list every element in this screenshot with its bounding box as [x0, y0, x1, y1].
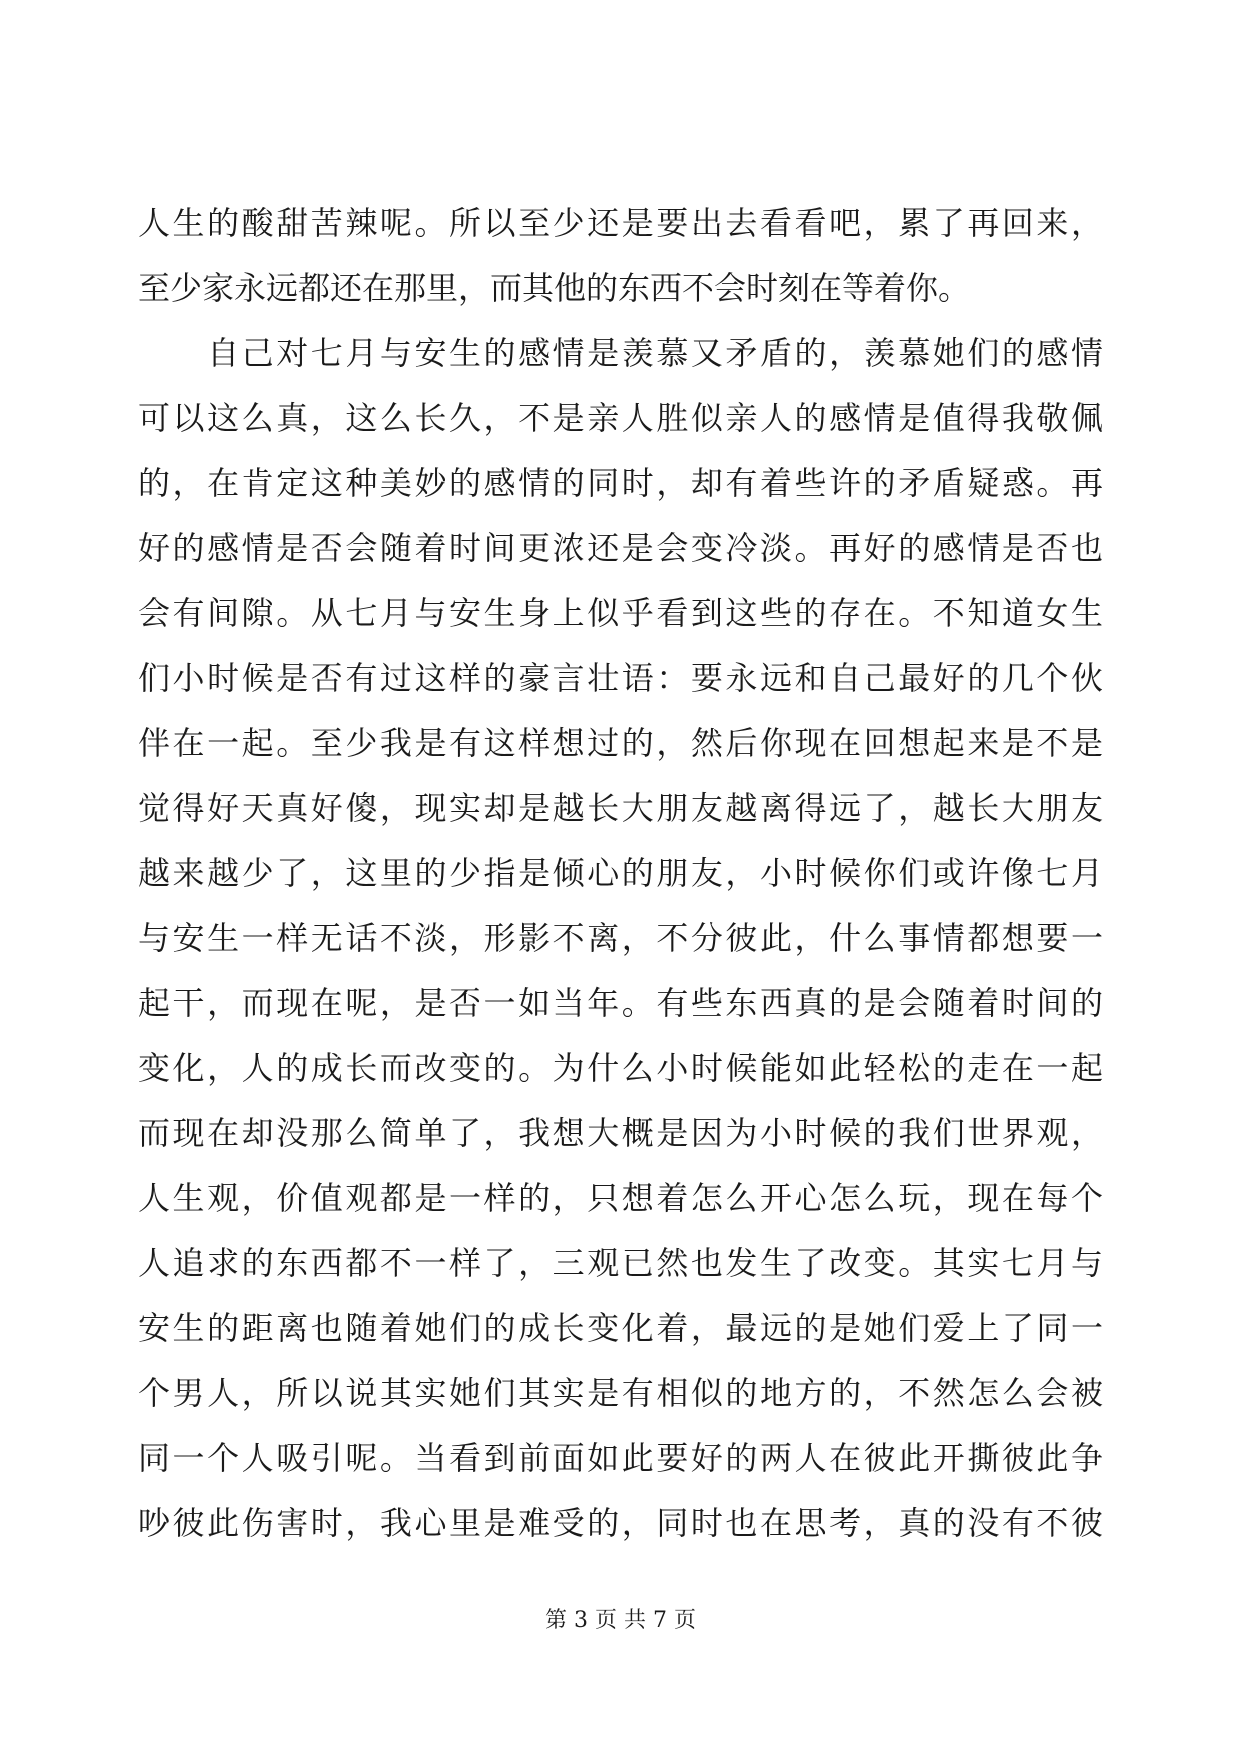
text-line: 至少家永远都还在那里，而其他的东西不会时刻在等着你。 — [138, 269, 971, 307]
text-line: 吵彼此伤害时，我心里是难受的，同时也在思考，真的没有不彼 — [138, 1504, 1103, 1542]
text-line: 人生观，价值观都是一样的，只想着怎么开心怎么玩，现在每个 — [138, 1179, 1103, 1217]
text-line: 自己对七月与安生的感情是羡慕又矛盾的，羡慕她们的感情 — [138, 334, 1103, 372]
text-line: 起干，而现在呢，是否一如当年。有些东西真的是会随着时间的 — [138, 984, 1103, 1022]
text-line: 而现在却没那么简单了，我想大概是因为小时候的我们世界观， — [138, 1114, 1103, 1152]
text-line: 与安生一样无话不淡，形影不离，不分彼此，什么事情都想要一 — [138, 919, 1103, 957]
text-line: 觉得好天真好傻，现实却是越长大朋友越离得远了，越长大朋友 — [138, 789, 1103, 827]
text-line: 变化，人的成长而改变的。为什么小时候能如此轻松的走在一起 — [138, 1049, 1103, 1087]
text-line: 人生的酸甜苦辣呢。所以至少还是要出去看看吧，累了再回来， — [138, 204, 1103, 242]
text-line: 会有间隙。从七月与安生身上似乎看到这些的存在。不知道女生 — [138, 594, 1103, 632]
text-line: 安生的距离也随着她们的成长变化着，最远的是她们爱上了同一 — [138, 1309, 1103, 1347]
text-line: 伴在一起。至少我是有这样想过的，然后你现在回想起来是不是 — [138, 724, 1103, 762]
text-line: 个男人，所以说其实她们其实是有相似的地方的，不然怎么会被 — [138, 1374, 1103, 1412]
text-line: 可以这么真，这么长久，不是亲人胜似亲人的感情是值得我敬佩 — [138, 399, 1103, 437]
page-footer: 第 3 页 共 7 页 — [545, 1608, 696, 1633]
text-line: 同一个人吸引呢。当看到前面如此要好的两人在彼此开撕彼此争 — [138, 1439, 1103, 1477]
text-line: 好的感情是否会随着时间更浓还是会变冷淡。再好的感情是否也 — [138, 529, 1103, 567]
text-line: 的，在肯定这种美妙的感情的同时，却有着些许的矛盾疑惑。再 — [138, 464, 1103, 502]
text-line: 们小时候是否有过这样的豪言壮语：要永远和自己最好的几个伙 — [138, 659, 1103, 697]
text-line: 越来越少了，这里的少指是倾心的朋友，小时候你们或许像七月 — [138, 854, 1103, 892]
text-line: 人追求的东西都不一样了，三观已然也发生了改变。其实七月与 — [138, 1244, 1103, 1282]
